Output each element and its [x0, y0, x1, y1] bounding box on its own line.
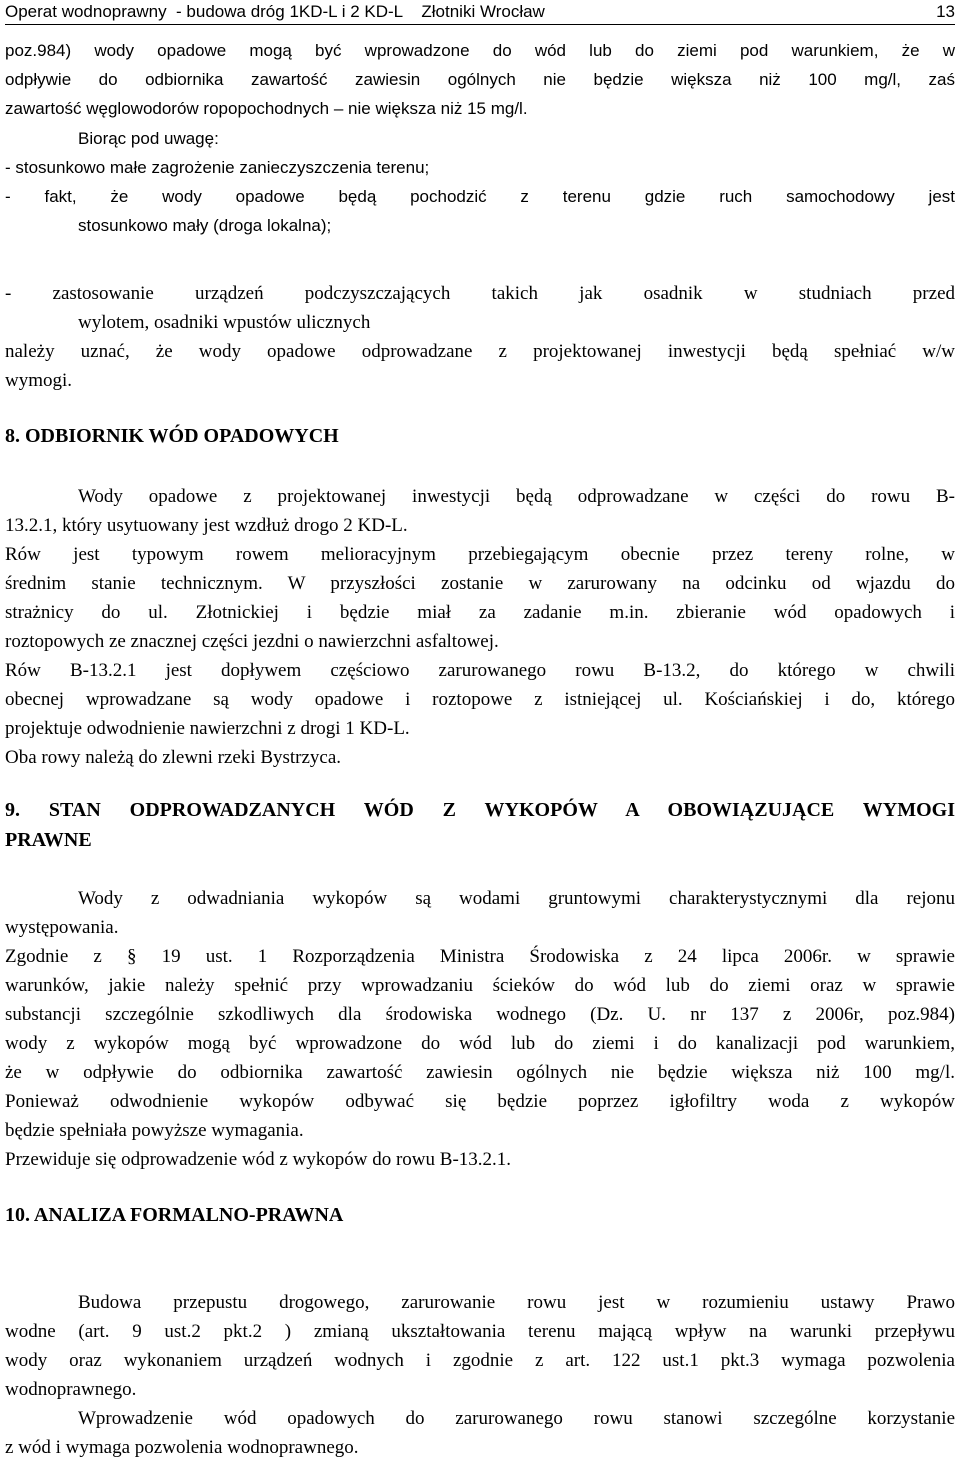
text-line: Przewiduje się odprowadzenie wód z wykopów do rowu B-13.2.1.: [5, 1149, 512, 1170]
text-line: 13.2.1, który usytuowany jest wzdłuż drogo 2 KD-L.: [5, 515, 408, 536]
conclusion-line: wymogi.: [5, 370, 73, 391]
text-line: obecnej wprowadzane są wody opadowe i roztopowe z istniejącej ul. Kościańskiej i do, którego: [5, 689, 955, 710]
section-heading: 8. ODBIORNIK WÓD OPADOWYCH: [5, 425, 339, 447]
list-item: - stosunkowo małe zagrożenie zanieczyszczenia terenu;: [5, 158, 430, 177]
text-line: warunków, jakie należy spełnić przy wprowadzaniu ścieków do wód lub do ziemi oraz w sprawie: [5, 975, 955, 996]
text-line: Wody z odwadniania wykopów są wodami gruntowymi charakterystycznymi dla rejonu: [78, 888, 955, 909]
list-item-continuation: wylotem, osadniki wpustów ulicznych: [78, 312, 371, 333]
text-line: występowania.: [5, 917, 119, 938]
text-line: wodne (art. 9 ust.2 pkt.2 ) zmianą ukształtowania terenu mającą wpływ na warunki przepływu: [5, 1321, 955, 1342]
text-line: substancji szczególnie szkodliwych dla środowiska wodnego (Dz. U. nr 137 z 2006r, poz.984): [5, 1004, 955, 1025]
text-line: poz.984) wody opadowe mogą być wprowadzone do wód lub do ziemi pod warunkiem, że w: [5, 41, 955, 60]
section-heading: PRAWNE: [5, 829, 92, 851]
text-line: średnim stanie technicznym. W przyszłości zostanie w zarurowany na odcinku od wjazdu do: [5, 573, 955, 594]
list-item: - zastosowanie urządzeń podczyszczających takich jak osadnik w studniach przed: [5, 283, 955, 304]
text-line: projektuje odwodnienie nawierzchni z drogi 1 KD-L.: [5, 718, 410, 739]
text-line: Rów B-13.2.1 jest dopływem częściowo zarurowanego rowu B-13.2, do którego w chwili: [5, 660, 955, 681]
text-line: Ponieważ odwodnienie wykopów odbywać się będzie poprzez igłofiltry woda z wykopów: [5, 1091, 955, 1112]
list-item-continuation: stosunkowo mały (droga lokalna);: [78, 216, 332, 235]
text-line: Zgodnie z § 19 ust. 1 Rozporządzenia Ministra Środowiska z 24 lipca 2006r. w sprawie: [5, 946, 955, 967]
text-line: strażnicy do ul. Złotnickiej i będzie miał za zadanie m.in. zbieranie wód opadowych i: [5, 602, 955, 623]
text-line: zawartość węglowodorów ropopochodnych – nie większa niż 15 mg/l.: [5, 99, 528, 118]
text-line: odpływie do odbiornika zawartość zawiesin ogólnych nie będzie większa niż 100 mg/l, zaś: [5, 70, 955, 89]
considering-lead: Biorąc pod uwagę:: [78, 129, 219, 148]
page-number: 13: [936, 2, 955, 21]
text-line: Budowa przepustu drogowego, zarurowanie rowu jest w rozumieniu ustawy Prawo: [78, 1292, 955, 1313]
text-line: roztopowych ze znacznej części jezdni o nawierzchni asfaltowej.: [5, 631, 499, 652]
text-line: Wprowadzenie wód opadowych do zarurowanego rowu stanowi szczególne korzystanie: [78, 1408, 955, 1429]
text-line: Oba rowy należą do zlewni rzeki Bystrzyca.: [5, 747, 342, 768]
text-line: że w odpływie do odbiornika zawartość zawiesin ogólnych nie będzie większa niż 100 mg/l.: [5, 1062, 955, 1083]
list-item: - fakt, że wody opadowe będą pochodzić z terenu gdzie ruch samochodowy jest: [5, 187, 955, 206]
section-heading: 9. STAN ODPROWADZANYCH WÓD Z WYKOPÓW A OBOWIĄZUJĄCE WYMOGI: [5, 799, 955, 821]
text-line: wody z wykopów mogą być wprowadzone do wód lub do ziemi i do kanalizacji pod warunkiem,: [5, 1033, 955, 1054]
conclusion-line: należy uznać, że wody opadowe odprowadzane z projektowanej inwestycji będą spełniać w/w: [5, 341, 955, 362]
header-title: Operat wodnoprawny - budowa dróg 1KD-L i 2 KD-L Złotniki Wrocław: [5, 2, 545, 21]
text-line: Rów jest typowym rowem melioracyjnym przebiegającym obecnie przez tereny rolne, w: [5, 544, 955, 565]
page-header: [5, 0, 955, 25]
section-heading: 10. ANALIZA FORMALNO-PRAWNA: [5, 1204, 344, 1226]
text-line: wody oraz wykonaniem urządzeń wodnych i zgodnie z art. 122 ust.1 pkt.3 wymaga pozwolenia: [5, 1350, 955, 1371]
text-line: Wody opadowe z projektowanej inwestycji będą odprowadzane w części do rowu B-: [78, 486, 955, 507]
text-line: z wód i wymaga pozwolenia wodnoprawnego.: [5, 1437, 359, 1458]
text-line: będzie spełniała powyższe wymagania.: [5, 1120, 304, 1141]
text-line: wodnoprawnego.: [5, 1379, 137, 1400]
